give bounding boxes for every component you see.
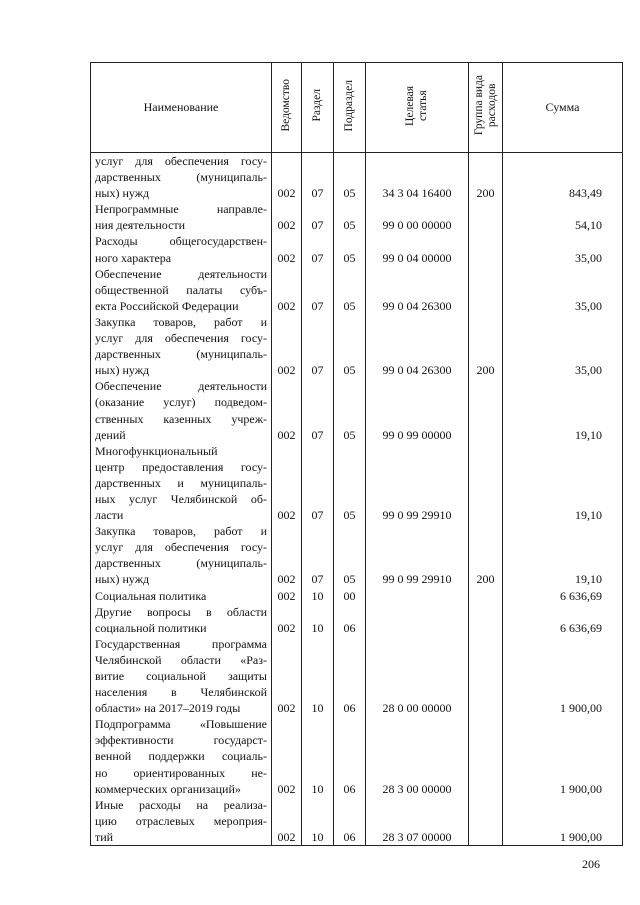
row-section: 07 xyxy=(302,153,334,202)
row-name xyxy=(91,636,272,716)
row-dept: 002 xyxy=(272,604,302,636)
row-dept: 002 xyxy=(272,588,302,604)
row-name-line: ласти xyxy=(95,508,124,523)
row-target: 99 0 04 26300 xyxy=(366,266,469,314)
row-name-line: витие социальной защиты xyxy=(95,669,267,683)
row-group xyxy=(469,233,503,265)
row-target: 34 3 04 16400 xyxy=(366,153,469,202)
row-group xyxy=(469,266,503,314)
row-name-line: эффективности государст- xyxy=(95,733,267,748)
row-subsection: 05 xyxy=(334,314,366,378)
row-dept: 002 xyxy=(272,716,302,796)
row-name-line: услуг для обеспечения госу- xyxy=(95,540,267,555)
row-name-line: дений xyxy=(95,427,126,442)
row-section: 07 xyxy=(302,523,334,587)
row-section: 07 xyxy=(302,233,334,265)
row-subsection: 05 xyxy=(334,523,366,587)
row-name-line: ных) нужд xyxy=(95,363,150,378)
row-group: 200 xyxy=(469,153,503,202)
row-name-line: Государственная программа xyxy=(95,636,267,651)
table-row xyxy=(91,153,623,202)
row-sum: 6 636,69 xyxy=(503,588,623,604)
row-sum: 35,00 xyxy=(503,314,623,378)
row-subsection: 06 xyxy=(334,716,366,796)
table-row xyxy=(91,523,623,587)
row-name-line: ных) нужд xyxy=(95,572,150,587)
row-name-line: дарственных и муниципаль- xyxy=(95,475,267,490)
row-group xyxy=(469,604,503,636)
row-name-line: Социальная политика xyxy=(95,588,207,603)
table-header xyxy=(91,63,623,153)
row-subsection: 06 xyxy=(334,636,366,716)
row-name-line: ных) нужд xyxy=(95,186,150,201)
row-subsection: 06 xyxy=(334,797,366,846)
row-target: 28 3 00 00000 xyxy=(366,716,469,796)
row-name-line: услуг для обеспечения госу- xyxy=(95,331,267,346)
row-name-line: Закупка товаров, работ и xyxy=(95,524,267,539)
row-target: 99 0 00 00000 xyxy=(366,201,469,233)
row-name-line: населения в Челябинской xyxy=(95,685,267,700)
page-number: 206 xyxy=(582,857,600,871)
row-name-line: Обеспечение деятельности xyxy=(95,379,267,394)
row-name xyxy=(91,523,272,587)
row-name-line: общественной палаты субъ- xyxy=(95,282,267,297)
row-dept: 002 xyxy=(272,636,302,716)
row-name-line: области» на 2017–2019 годы xyxy=(95,701,241,716)
table-row xyxy=(91,636,623,716)
table-row xyxy=(91,716,623,796)
row-sum: 35,00 xyxy=(503,233,623,265)
row-name-line: Непрограммные направле- xyxy=(95,202,267,217)
row-subsection: 05 xyxy=(334,378,366,442)
row-name-line: социальной политики xyxy=(95,620,207,635)
row-dept: 002 xyxy=(272,266,302,314)
row-name-line: Расходы общегосударствен- xyxy=(95,234,267,249)
row-target: 28 0 00 00000 xyxy=(366,636,469,716)
row-target: 99 0 99 29910 xyxy=(366,523,469,587)
row-name xyxy=(91,797,272,846)
row-group xyxy=(469,201,503,233)
row-name-line: Другие вопросы в области xyxy=(95,604,267,619)
header-name: Наименование xyxy=(91,63,272,153)
row-subsection: 05 xyxy=(334,266,366,314)
row-name-line: дарственных (муниципаль- xyxy=(95,347,267,362)
row-dept: 002 xyxy=(272,201,302,233)
row-group: 200 xyxy=(469,523,503,587)
row-name xyxy=(91,378,272,442)
row-sum: 19,10 xyxy=(503,378,623,442)
row-sum: 1 900,00 xyxy=(503,716,623,796)
row-name-line: услуг для обеспечения госу- xyxy=(95,154,267,168)
row-sum: 843,49 xyxy=(503,153,623,202)
row-name xyxy=(91,233,272,265)
row-name xyxy=(91,266,272,314)
header-section: Раздел xyxy=(302,63,334,153)
row-name xyxy=(91,604,272,636)
row-subsection: 05 xyxy=(334,233,366,265)
row-name-line: дарственных (муниципаль- xyxy=(95,556,267,571)
row-name-line: екта Российской Федерации xyxy=(95,298,239,313)
row-name-line: Подпрограмма «Повышение xyxy=(95,717,267,732)
row-target: 99 0 99 00000 xyxy=(366,378,469,442)
table-row xyxy=(91,604,623,636)
row-target xyxy=(366,604,469,636)
row-name-line: ного характера xyxy=(95,250,172,265)
header-target: Целевая статья xyxy=(366,63,469,153)
row-group xyxy=(469,443,503,523)
row-section: 07 xyxy=(302,443,334,523)
table-row xyxy=(91,588,623,604)
row-section: 10 xyxy=(302,604,334,636)
row-section: 07 xyxy=(302,378,334,442)
table-row xyxy=(91,314,623,378)
row-name-line: цию отраслевых мероприя- xyxy=(95,813,267,828)
row-group xyxy=(469,636,503,716)
row-name xyxy=(91,153,272,202)
table-row xyxy=(91,233,623,265)
row-dept: 002 xyxy=(272,443,302,523)
row-dept: 002 xyxy=(272,233,302,265)
table-row xyxy=(91,266,623,314)
row-name-line: (оказание услуг) подведом- xyxy=(95,395,267,410)
row-section: 07 xyxy=(302,201,334,233)
row-target: 99 0 04 26300 xyxy=(366,314,469,378)
row-name-line: ния деятельности xyxy=(95,218,186,233)
row-name-line: венной поддержки социаль- xyxy=(95,749,267,764)
row-subsection: 05 xyxy=(334,153,366,202)
row-group xyxy=(469,588,503,604)
row-section: 10 xyxy=(302,797,334,846)
row-target: 99 0 99 29910 xyxy=(366,443,469,523)
row-sum: 19,10 xyxy=(503,523,623,587)
row-dept: 002 xyxy=(272,314,302,378)
row-sum: 1 900,00 xyxy=(503,797,623,846)
row-section: 10 xyxy=(302,588,334,604)
row-sum: 54,10 xyxy=(503,201,623,233)
row-name-line: Иные расходы на реализа- xyxy=(95,797,267,812)
row-sum: 35,00 xyxy=(503,266,623,314)
row-name-line: коммерческих организаций» xyxy=(95,781,241,796)
row-name xyxy=(91,716,272,796)
row-name-line: Закупка товаров, работ и xyxy=(95,314,267,329)
row-name-line: но ориентированных не- xyxy=(95,765,267,780)
row-group xyxy=(469,378,503,442)
row-name-line: тий xyxy=(95,829,114,844)
row-section: 07 xyxy=(302,314,334,378)
row-name xyxy=(91,314,272,378)
table-row xyxy=(91,201,623,233)
row-dept: 002 xyxy=(272,797,302,846)
row-section: 07 xyxy=(302,266,334,314)
row-name-line: Многофункциональный xyxy=(95,443,218,458)
header-subsection: Подраздел xyxy=(334,63,366,153)
row-section: 10 xyxy=(302,716,334,796)
header-sum: Сумма xyxy=(503,63,623,153)
row-target: 28 3 07 00000 xyxy=(366,797,469,846)
row-name-line: ственных казенных учреж- xyxy=(95,411,267,426)
row-name-line: центр предоставления госу- xyxy=(95,459,267,474)
header-group: Группа вида расходов xyxy=(469,63,503,153)
row-subsection: 05 xyxy=(334,201,366,233)
row-subsection: 00 xyxy=(334,588,366,604)
row-dept: 002 xyxy=(272,523,302,587)
row-group xyxy=(469,716,503,796)
budget-table xyxy=(90,62,623,846)
row-name-line: Обеспечение деятельности xyxy=(95,266,267,281)
row-section: 10 xyxy=(302,636,334,716)
row-name xyxy=(91,201,272,233)
row-group: 200 xyxy=(469,314,503,378)
row-dept: 002 xyxy=(272,153,302,202)
header-dept: Ведомство xyxy=(272,63,302,153)
row-name-line: Челябинской области «Раз- xyxy=(95,652,267,667)
row-name-line: ных услуг Челябинской об- xyxy=(95,491,267,506)
row-name xyxy=(91,588,272,604)
row-name-line: дарственных (муниципаль- xyxy=(95,170,267,185)
row-name xyxy=(91,443,272,523)
row-target xyxy=(366,588,469,604)
row-sum: 19,10 xyxy=(503,443,623,523)
row-subsection: 06 xyxy=(334,604,366,636)
table-row xyxy=(91,443,623,523)
row-group xyxy=(469,797,503,846)
row-subsection: 05 xyxy=(334,443,366,523)
table-row xyxy=(91,797,623,846)
row-sum: 6 636,69 xyxy=(503,604,623,636)
row-target: 99 0 04 00000 xyxy=(366,233,469,265)
table-row xyxy=(91,378,623,442)
row-dept: 002 xyxy=(272,378,302,442)
row-sum: 1 900,00 xyxy=(503,636,623,716)
